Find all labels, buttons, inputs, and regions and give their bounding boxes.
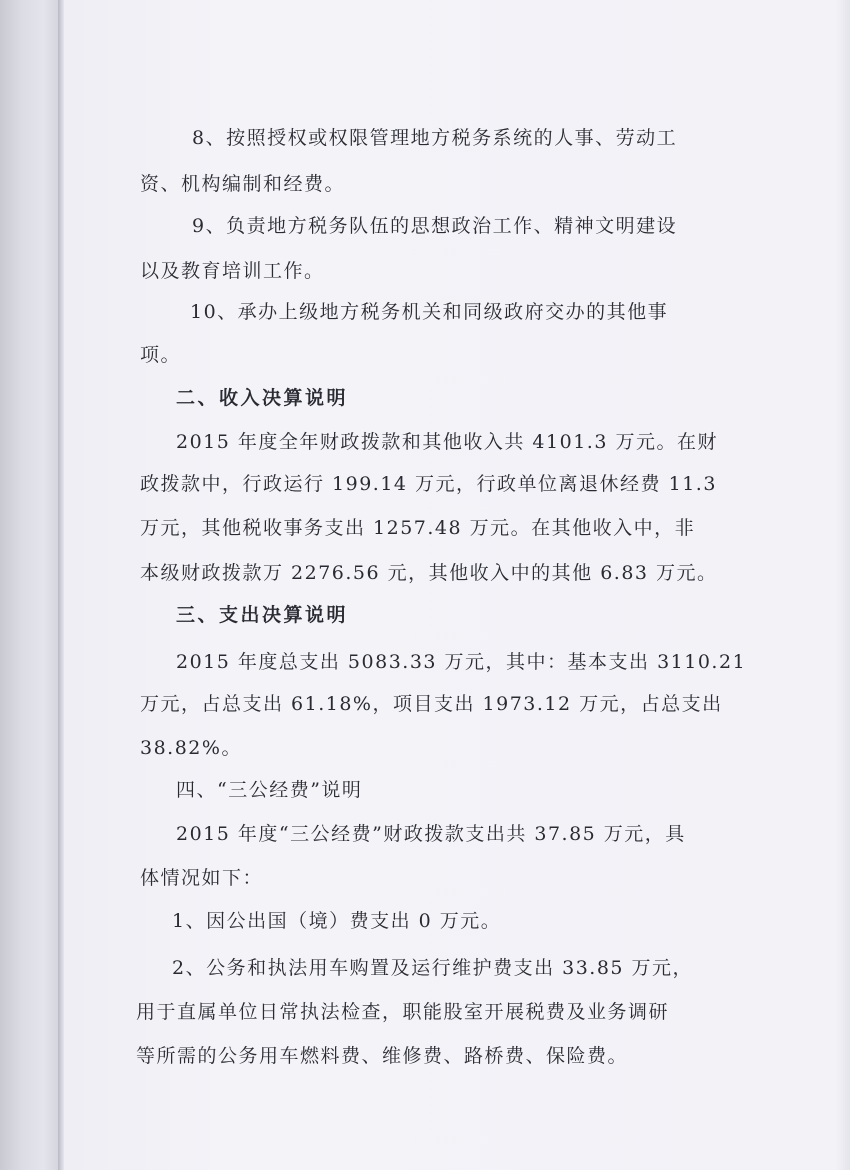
- item-9-line-2: 以及教育培训工作。: [140, 260, 325, 282]
- item-8-line-1: 8、按照授权或权限管理地方税务系统的人事、劳动工: [192, 127, 678, 149]
- item-10-line-1: 10、承办上级地方税务机关和同级政府交办的其他事: [190, 301, 669, 323]
- item-9-line-1: 9、负责地方税务队伍的思想政治工作、精神文明建设: [192, 215, 678, 237]
- expense-line-3: 38.82%。: [140, 737, 242, 759]
- income-line-3: 万元，其他税收事务支出 1257.48 万元。在其他收入中，非: [140, 517, 696, 539]
- expense-heading: 三、支出决算说明: [176, 604, 349, 626]
- income-line-4: 本级财政拨款万 2276.56 元，其他收入中的其他 6.83 万元。: [140, 562, 718, 584]
- income-line-1: 2015 年度全年财政拨款和其他收入共 4101.3 万元。在财: [176, 431, 718, 453]
- item-10-line-2: 项。: [140, 344, 182, 366]
- expense-line-1: 2015 年度总支出 5083.33 万元，其中：基本支出 3110.21: [176, 651, 747, 673]
- expense-line-2: 万元，占总支出 61.18%，项目支出 1973.12 万元，占总支出: [140, 693, 723, 715]
- three-public-item-2-line-3: 等所需的公务用车燃料费、维修费、路桥费、保险费。: [136, 1045, 629, 1067]
- three-public-item-2-line-1: 2、公务和执法用车购置及运行维护费支出 33.85 万元，: [172, 957, 694, 979]
- item-8-line-2: 资、机构编制和经费。: [140, 173, 346, 195]
- three-public-item-1: 1、因公出国（境）费支出 0 万元。: [172, 910, 502, 932]
- income-heading: 二、收入决算说明: [176, 387, 349, 409]
- three-public-line-2: 体情况如下：: [140, 867, 264, 889]
- three-public-heading: 四、“三公经费”说明: [176, 779, 363, 801]
- income-line-2: 政拨款中，行政运行 199.14 万元，行政单位离退休经费 11.3: [140, 473, 717, 495]
- three-public-line-1: 2015 年度“三公经费”财政拨款支出共 37.85 万元，具: [176, 823, 686, 845]
- three-public-item-2-line-2: 用于直属单位日常执法检查，职能股室开展税费及业务调研: [136, 1001, 670, 1023]
